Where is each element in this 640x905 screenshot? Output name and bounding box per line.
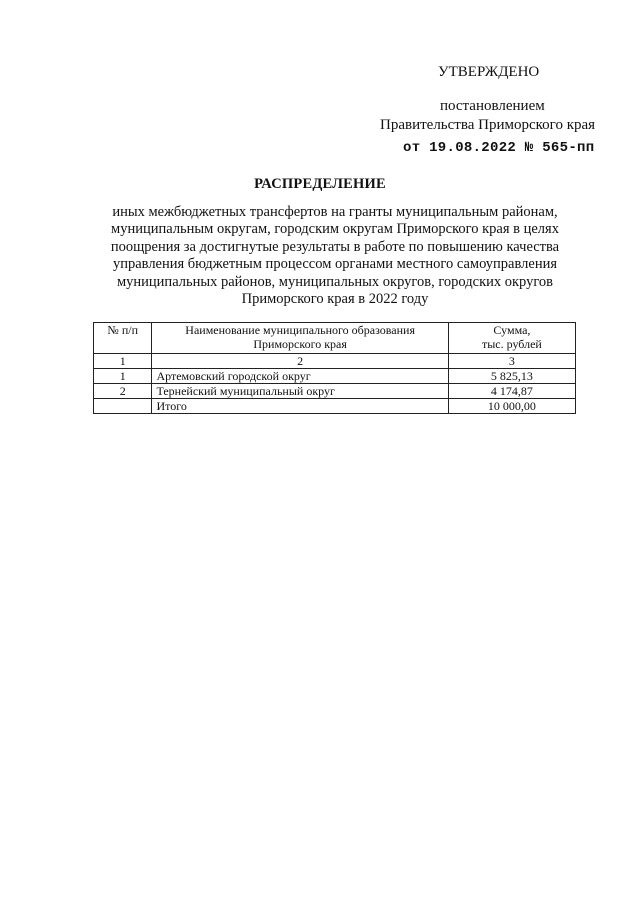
description-line: Приморского края в 2022 году (241, 291, 429, 308)
document-title: РАСПРЕДЕЛЕНИЕ (254, 176, 386, 192)
header-num: № п/п (94, 323, 152, 354)
column-number-row (94, 354, 576, 369)
total-label: Итого (152, 399, 448, 414)
header-sum-line: тыс. рублей (481, 337, 542, 351)
approval-number-stamp: от 19.08.2022 № 565-пп (403, 140, 595, 156)
header-name-line: Приморского края (253, 337, 347, 351)
row-name: Артемовский городской округ (152, 369, 448, 384)
document-description (80, 204, 590, 308)
row-sum: 4 174,87 (448, 384, 575, 399)
approval-by: постановлением (440, 98, 545, 114)
row-num: 1 (94, 369, 152, 384)
description-line: поощрения за достигнутые результаты в работе по повышению качества (110, 238, 560, 255)
total-row (94, 399, 576, 414)
header-sum-line: Сумма, (493, 323, 531, 337)
approval-government: Правительства Приморского края (380, 117, 596, 133)
row-num: 2 (94, 384, 152, 399)
column-number: 2 (152, 354, 448, 369)
total-sum: 10 000,00 (448, 399, 575, 414)
total-num-cell (94, 399, 152, 414)
description-line: муниципальным округам, городским округам Приморского края в целях (111, 221, 559, 238)
header-sum (448, 323, 575, 354)
column-number: 1 (94, 354, 152, 369)
description-line: управления бюджетным процессом органами местного самоуправления (112, 256, 558, 273)
row-sum: 5 825,13 (448, 369, 575, 384)
header-name-line: Наименование муниципального образования (185, 323, 415, 337)
table-row (94, 369, 576, 384)
header-name (152, 323, 448, 354)
description-line: иных межбюджетных трансфертов на гранты муниципальным районам, (112, 204, 558, 220)
table-row (94, 384, 576, 399)
row-name: Тернейский муниципальный округ (152, 384, 448, 399)
table-header-row (94, 323, 576, 354)
distribution-table (93, 322, 576, 414)
approval-title: УТВЕРЖДЕНО (438, 64, 540, 80)
column-number: 3 (448, 354, 575, 369)
description-line: муниципальных районов, муниципальных округов, городских округов (116, 273, 554, 290)
